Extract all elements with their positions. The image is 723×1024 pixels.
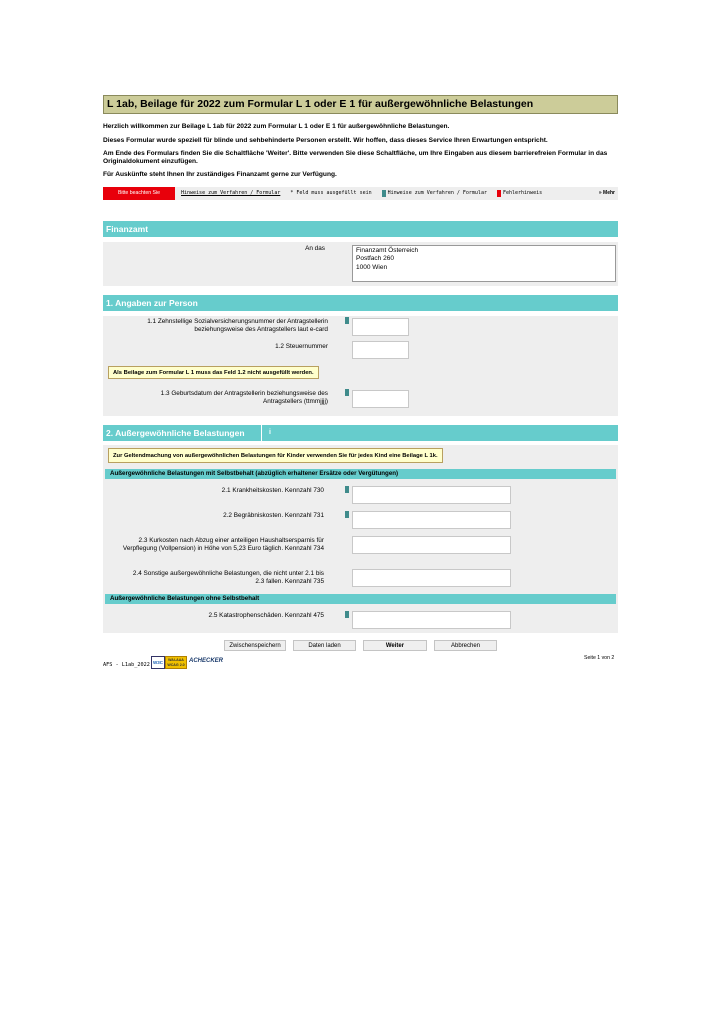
kurkosten-label: 2.3 Kurkosten nach Abzug einer anteiligen Haushaltsersparnis für Verpflegung (Vollpension) in Höhe von 5,23 Euro täglich. Kennzahl 734 — [122, 536, 324, 552]
form-page — [103, 95, 618, 633]
w3c-icon: W3C — [151, 656, 165, 669]
finanzamt-label: An das — [305, 244, 325, 252]
page-number: Seite 1 von 2 — [584, 655, 615, 661]
intro-text — [103, 123, 618, 179]
section-burdens-heading: 2. Außergewöhnliche Belastungen i — [103, 425, 618, 441]
begraebniskosten-input[interactable] — [352, 511, 511, 529]
svnr-input[interactable] — [352, 318, 409, 336]
katastrophen-input[interactable] — [352, 611, 511, 629]
save-draft-button[interactable]: Zwischenspeichern — [224, 640, 286, 651]
finanzamt-field[interactable]: Finanzamt Österreich Postfach 260 1000 Wien — [352, 245, 616, 282]
form-title: L 1ab, Beilage für 2022 zum Formular L 1 oder E 1 für außergewöhnliche Belastungen — [103, 95, 618, 114]
section-finanzamt — [103, 242, 618, 286]
legend-bar — [103, 187, 618, 200]
burdens-notice: Zur Geltendmachung von außergewöhnlichen Belastungen für Kinder verwenden Sie für jedes Kind eine Beilage L 1k. — [108, 448, 443, 463]
wai-badge-logo[interactable] — [151, 656, 187, 669]
error-icon — [497, 190, 501, 197]
intro-instructions: Am Ende des Formulars finden Sie die Schaltfläche 'Weiter'. Bitte verwenden Sie diese Schaltfläche, um Ihre Eingaben aus diesem barrierefreien Formular in das Originaldokument einzufügen. — [103, 150, 608, 165]
birthdate-hint-icon[interactable] — [345, 389, 349, 396]
birthdate-input[interactable] — [352, 390, 409, 408]
required-notice-button[interactable]: Bitte beachten Sie — [103, 187, 175, 200]
subheading-with-deductible: Außergewöhnliche Belastungen mit Selbstbehalt (abzüglich erhaltener Ersätze oder Vergütungen) — [105, 469, 616, 479]
section-finanzamt-heading: Finanzamt — [103, 221, 618, 237]
achecker-logo[interactable]: ACHECKER — [189, 658, 224, 664]
person-notice: Als Beilage zum Formular L 1 muss das Feld 1.2 nicht ausgefüllt werden. — [108, 366, 319, 379]
form-code: AFS - L1ab_2022 — [103, 662, 150, 668]
krankheitskosten-label: 2.1 Krankheitskosten. Kennzahl 730 — [221, 486, 324, 494]
hint-icon — [382, 190, 386, 197]
intro-contact: Für Auskünfte steht Ihnen Ihr zuständiges Finanzamt gerne zur Verfügung. — [103, 171, 337, 179]
intro-welcome: Herzlich willkommen zur Beilage L 1ab für 2022 zum Formular L 1 oder E 1 für außergewöhnliche Belastungen. — [103, 123, 450, 130]
section-burdens — [103, 445, 618, 633]
steuernummer-input[interactable] — [352, 341, 409, 359]
svnr-label: 1.1 Zehnstellige Sozialversicherungsnummer der Antragstellerin beziehungsweise des Antragstellers laut e-card — [147, 317, 328, 333]
hint-legend: Hinweise zum Verfahren / Formular — [382, 190, 487, 197]
begraebniskosten-hint-icon[interactable] — [345, 511, 349, 518]
mandatory-legend: * Feld muss ausgefüllt sein — [290, 190, 372, 197]
birthdate-label: 1.3 Geburtsdatum der Antragstellerin beziehungsweise des Antragstellers (ttmmjjjj) — [160, 389, 328, 405]
katastrophen-label: 2.5 Katastrophenschäden. Kennzahl 475 — [208, 611, 324, 619]
sonstige-input[interactable] — [352, 569, 511, 587]
procedure-link[interactable]: Hinweise zum Verfahren / Formular — [181, 190, 281, 197]
info-icon[interactable]: i — [261, 425, 278, 441]
error-legend: Fehlerhinweis — [497, 190, 542, 197]
intro-purpose: Dieses Formular wurde speziell für blinde und sehbehinderte Personen erstellt. Wir hoffen, dass dieses Service Ihren Erwartungen entspricht. — [103, 136, 548, 144]
section-person — [103, 316, 618, 416]
subheading-without-deductible: Außergewöhnliche Belastungen ohne Selbstbehalt — [105, 594, 616, 604]
cancel-button[interactable]: Abbrechen — [434, 640, 497, 651]
next-button[interactable]: Weiter — [363, 640, 427, 651]
wai-aaa-icon: WAI-AAA WCAG 2.0 — [165, 656, 187, 669]
kurkosten-input[interactable] — [352, 536, 511, 554]
section-person-heading: 1. Angaben zur Person — [103, 295, 618, 311]
katastrophen-hint-icon[interactable] — [345, 611, 349, 618]
sonstige-label: 2.4 Sonstige außergewöhnliche Belastungen, die nicht unter 2.1 bis 2.3 fallen. Kennzahl 735 — [132, 569, 324, 585]
more-link[interactable]: » Mehr — [598, 189, 615, 196]
svnr-hint-icon[interactable] — [345, 317, 349, 324]
krankheitskosten-input[interactable] — [352, 486, 511, 504]
load-data-button[interactable]: Daten laden — [293, 640, 356, 651]
begraebniskosten-label: 2.2 Begräbniskosten. Kennzahl 731 — [223, 511, 324, 519]
krankheitskosten-hint-icon[interactable] — [345, 486, 349, 493]
steuernummer-label: 1.2 Steuernummer — [275, 342, 328, 350]
